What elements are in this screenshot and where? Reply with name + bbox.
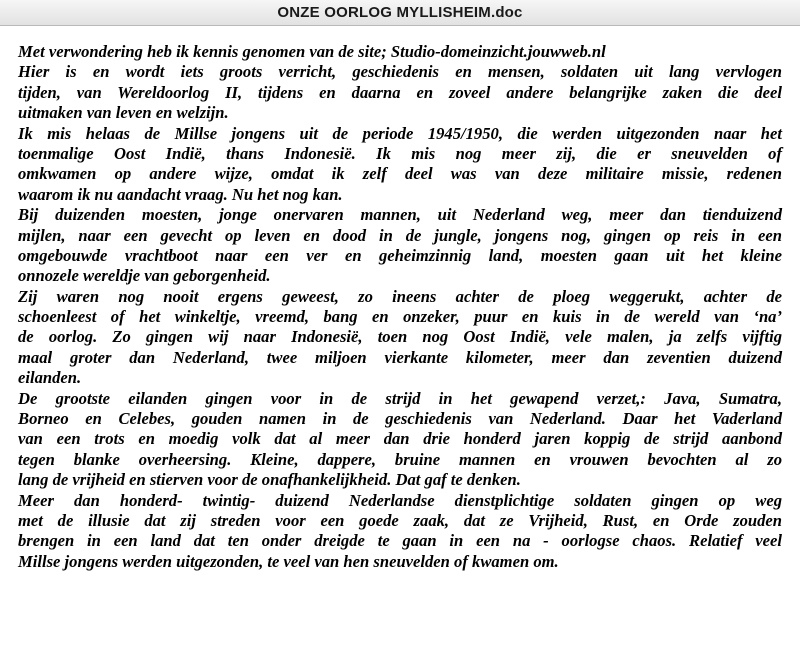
- document-line: omgebouwde vrachtboot naar een ver en geheimzinnig land, moesten gaan uit het kleine: [18, 245, 782, 265]
- document-line: Millse jongens werden uitgezonden, te veel van hen sneuvelden of kwamen om.: [18, 551, 559, 571]
- document-line: de oorlog. Zo gingen wij naar Indonesië, toen nog Oost Indië, vele malen, ja zelfs vijftig: [18, 327, 782, 347]
- document-line: Hier is en wordt iets groots verricht, geschiedenis en mensen, soldaten uit lang vervlogen: [18, 62, 782, 82]
- document-line: Meer dan honderd- twintig- duizend Nederlandse dienstplichtige soldaten gingen op weg: [18, 490, 782, 510]
- document-line: lang de vrijheid en stierven voor de onafhankelijkheid. Dat gaf te denken.: [18, 470, 521, 490]
- document-line: maal groter dan Nederland, twee miljoen vierkante kilometer, meer dan zeventien duizend: [18, 347, 782, 367]
- window-title: ONZE OORLOG MYLLISHEIM.doc: [277, 4, 523, 21]
- document-line: waarom ik nu aandacht vraag. Nu het nog kan.: [18, 184, 343, 204]
- document-line: Bij duizenden moesten, jonge onervaren mannen, uit Nederland weg, meer dan tienduizend: [18, 205, 782, 225]
- document-line: omkwamen op andere wijze, omdat ik zelf deel was van deze militaire missie, redenen: [18, 164, 782, 184]
- document-line: Zij waren nog nooit ergens geweest, zo ineens achter de ploeg weggerukt, achter de: [18, 286, 782, 306]
- document-line: brengen in een land dat ten onder dreigde te gaan in een na - oorlogse chaos. Relatief veel: [18, 531, 782, 551]
- document-line: Met verwondering heb ik kennis genomen van de site; Studio-domeinzicht.jouwweb.nl: [18, 42, 606, 61]
- document-line: uitmaken van leven en welzijn.: [18, 103, 229, 123]
- document-line: met de illusie dat zij streden voor een goede zaak, dat ze Vrijheid, Rust, en Orde zouden: [18, 510, 782, 530]
- document-page[interactable]: [0, 26, 800, 657]
- document-line: De grootste eilanden gingen voor in de strijd in het gewapend verzet,: Java, Sumatra,: [18, 388, 782, 408]
- window-titlebar: [0, 0, 800, 26]
- document-line: tegen blanke overheersing. Kleine, dappere, bruine mannen en vrouwen bevochten al zo: [18, 449, 782, 469]
- document-line: schoenleest of het winkeltje, vreemd, bang en onzeker, puur en kuis in de wereld van ‘na’: [18, 307, 782, 327]
- document-text: [18, 42, 782, 572]
- document-line: Ik mis helaas de Millse jongens uit de periode 1945/1950, die werden uitgezonden naar het: [18, 123, 782, 143]
- document-line: toenmalige Oost Indië, thans Indonesië. Ik mis nog meer zij, die er sneuvelden of: [18, 143, 782, 163]
- document-line: tijden, van Wereldoorlog II, tijdens en daarna en zoveel andere belangrijke zaken die deel: [18, 82, 782, 102]
- document-line: mijlen, naar een gevecht op leven en dood in de jungle, jongens nog, gingen op reis in een: [18, 225, 782, 245]
- document-line: Borneo en Celebes, gouden namen in de geschiedenis van Nederland. Daar het Vaderland: [18, 409, 782, 429]
- document-line: onnozele wereldje van geborgenheid.: [18, 266, 271, 286]
- document-line: eilanden.: [18, 368, 82, 388]
- document-line: van een trots en moedig volk dat al meer dan drie honderd jaren koppig de strijd aanbond: [18, 429, 782, 449]
